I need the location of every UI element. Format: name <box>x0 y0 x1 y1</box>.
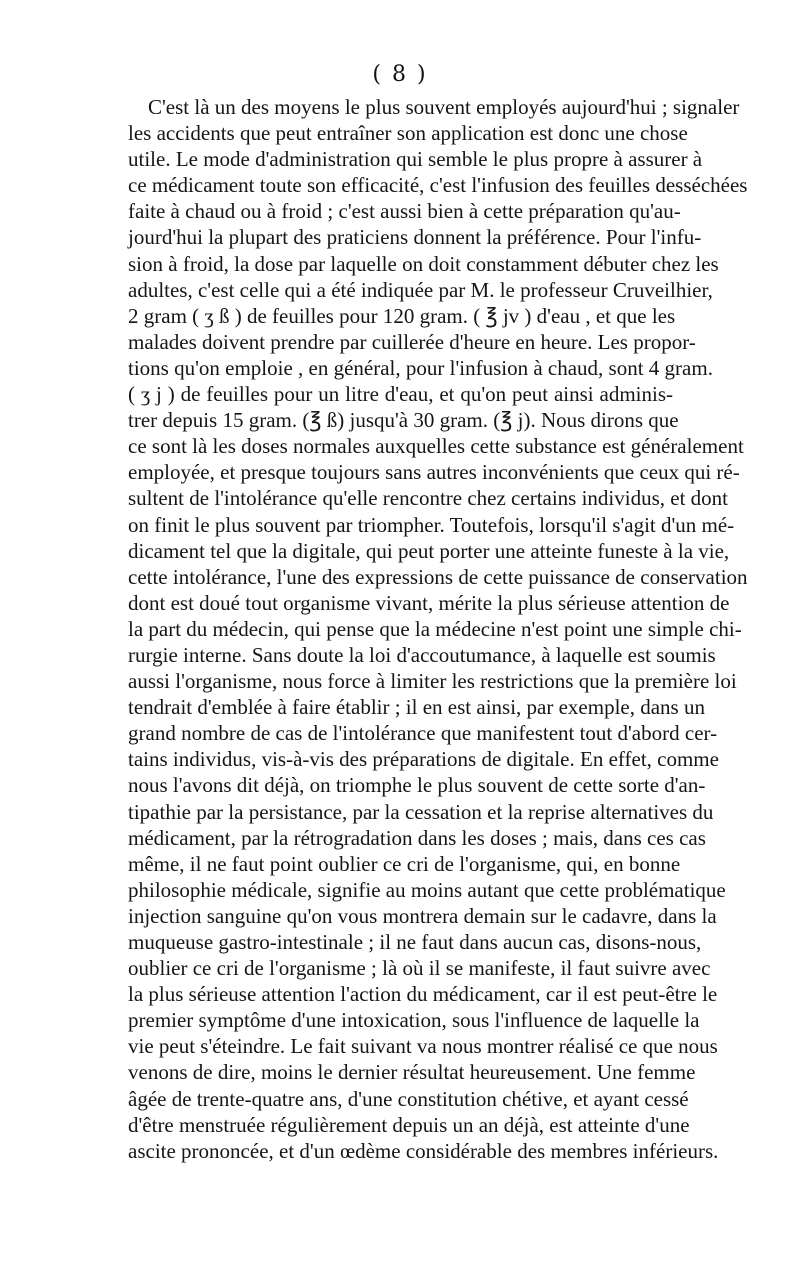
text-line: ce médicament toute son efficacité, c'est l'infusion des feuilles desséchées <box>128 173 748 198</box>
text-line: cette intolérance, l'une des expressions de cette puissance de conservation <box>128 564 748 589</box>
text-line: d'être menstruée régulièrement depuis un an déjà, est atteinte d'une <box>128 1112 690 1137</box>
text-line: muqueuse gastro-intestinale ; il ne faut dans aucun cas, disons-nous, <box>128 930 702 954</box>
text-line: on finit le plus souvent par triompher. Toutefois, lorsqu'il s'agit d'un mé- <box>128 512 735 537</box>
text-line: adultes, c'est celle qui a été indiquée par M. le professeur Cruveilhier, <box>128 277 713 302</box>
text-line: tions qu'on emploie , en général, pour l'infusion à chaud, sont 4 gram. <box>128 355 713 380</box>
text-line: vie peut s'éteindre. Le fait suivant va nous montrer réalisé ce que nous <box>128 1034 718 1059</box>
text-line: 2 gram ( ʒ ß ) de feuilles pour 120 gram. ( ℥ jv ) d'eau , et que les <box>128 303 676 328</box>
text-line: utile. Le mode d'administration qui semble le plus propre à assurer à <box>128 147 703 172</box>
text-line: aussi l'organisme, nous force à limiter les restrictions que la première loi <box>128 669 737 694</box>
text-line: philosophie médicale, signifie au moins autant que cette problématique <box>128 877 726 902</box>
text-line: premier symptôme d'une intoxication, sous l'influence de laquelle la <box>128 1008 700 1033</box>
text-line: grand nombre de cas de l'intolérance que manifestent tout d'abord cer- <box>128 721 718 746</box>
text-line: venons de dire, moins le dernier résultat heureusement. Une femme <box>128 1060 696 1085</box>
body-paragraph <box>128 94 748 1164</box>
page-number: ( 8 ) <box>372 62 428 87</box>
text-line: rurgie interne. Sans doute la loi d'accoutumance, à laquelle est soumis <box>128 642 716 667</box>
text-line: ascite prononcée, et d'un œdème considérable des membres inférieurs. <box>128 1138 719 1163</box>
text-line: oublier ce cri de l'organisme ; là où il se manifeste, il faut suivre avec <box>128 956 711 981</box>
text-line: nous l'avons dit déjà, on triomphe le plus souvent de cette sorte d'an- <box>128 773 706 798</box>
text-line: les accidents que peut entraîner son application est donc une chose <box>128 121 688 146</box>
text-line: jourd'hui la plupart des praticiens donnent la préférence. Pour l'infu- <box>128 225 702 250</box>
text-line: dont est doué tout organisme vivant, mérite la plus sérieuse attention de <box>128 590 730 615</box>
text-line: âgée de trente-quatre ans, d'une constitution chétive, et ayant cessé <box>128 1086 689 1111</box>
text-line: trer depuis 15 gram. (℥ ß) jusqu'à 30 gram. (℥ j). Nous dirons que <box>128 408 679 433</box>
text-line: tipathie par la persistance, par la cessation et la reprise alternatives du <box>128 799 714 824</box>
text-line: sion à froid, la dose par laquelle on doit constamment débuter chez les <box>128 251 719 276</box>
text-line: tains individus, vis-à-vis des préparations de digitale. En effet, comme <box>128 747 719 772</box>
text-line: employée, et presque toujours sans autres inconvénients que ceux qui ré- <box>128 460 740 485</box>
text-line: ( ʒ j ) de feuilles pour un litre d'eau, et qu'on peut ainsi adminis- <box>128 382 673 407</box>
text-line: tendrait d'emblée à faire établir ; il en est ainsi, par exemple, dans un <box>128 695 705 720</box>
text-line: malades doivent prendre par cuillerée d'heure en heure. Les propor- <box>128 329 696 354</box>
text-line: même, il ne faut point oublier ce cri de l'organisme, qui, en bonne <box>128 851 681 876</box>
text-line: faite à chaud ou à froid ; c'est aussi bien à cette préparation qu'au- <box>128 199 681 224</box>
text-line: sultent de l'intolérance qu'elle rencontre chez certains individus, et dont <box>128 486 729 511</box>
text-line: ce sont là les doses normales auxquelles cette substance est généralement <box>128 434 744 459</box>
text-line: C'est là un des moyens le plus souvent employés aujourd'hui ; signaler <box>148 95 740 119</box>
text-line: la part du médecin, qui pense que la médecine n'est point une simple chi- <box>128 616 742 641</box>
text-line: dicament tel que la digitale, qui peut porter une atteinte funeste à la vie, <box>128 538 730 563</box>
text-line: injection sanguine qu'on vous montrera demain sur le cadavre, dans la <box>128 903 717 928</box>
text-line: la plus sérieuse attention l'action du médicament, car il est peut-être le <box>128 982 718 1007</box>
text-line: médicament, par la rétrogradation dans les doses ; mais, dans ces cas <box>128 825 706 850</box>
